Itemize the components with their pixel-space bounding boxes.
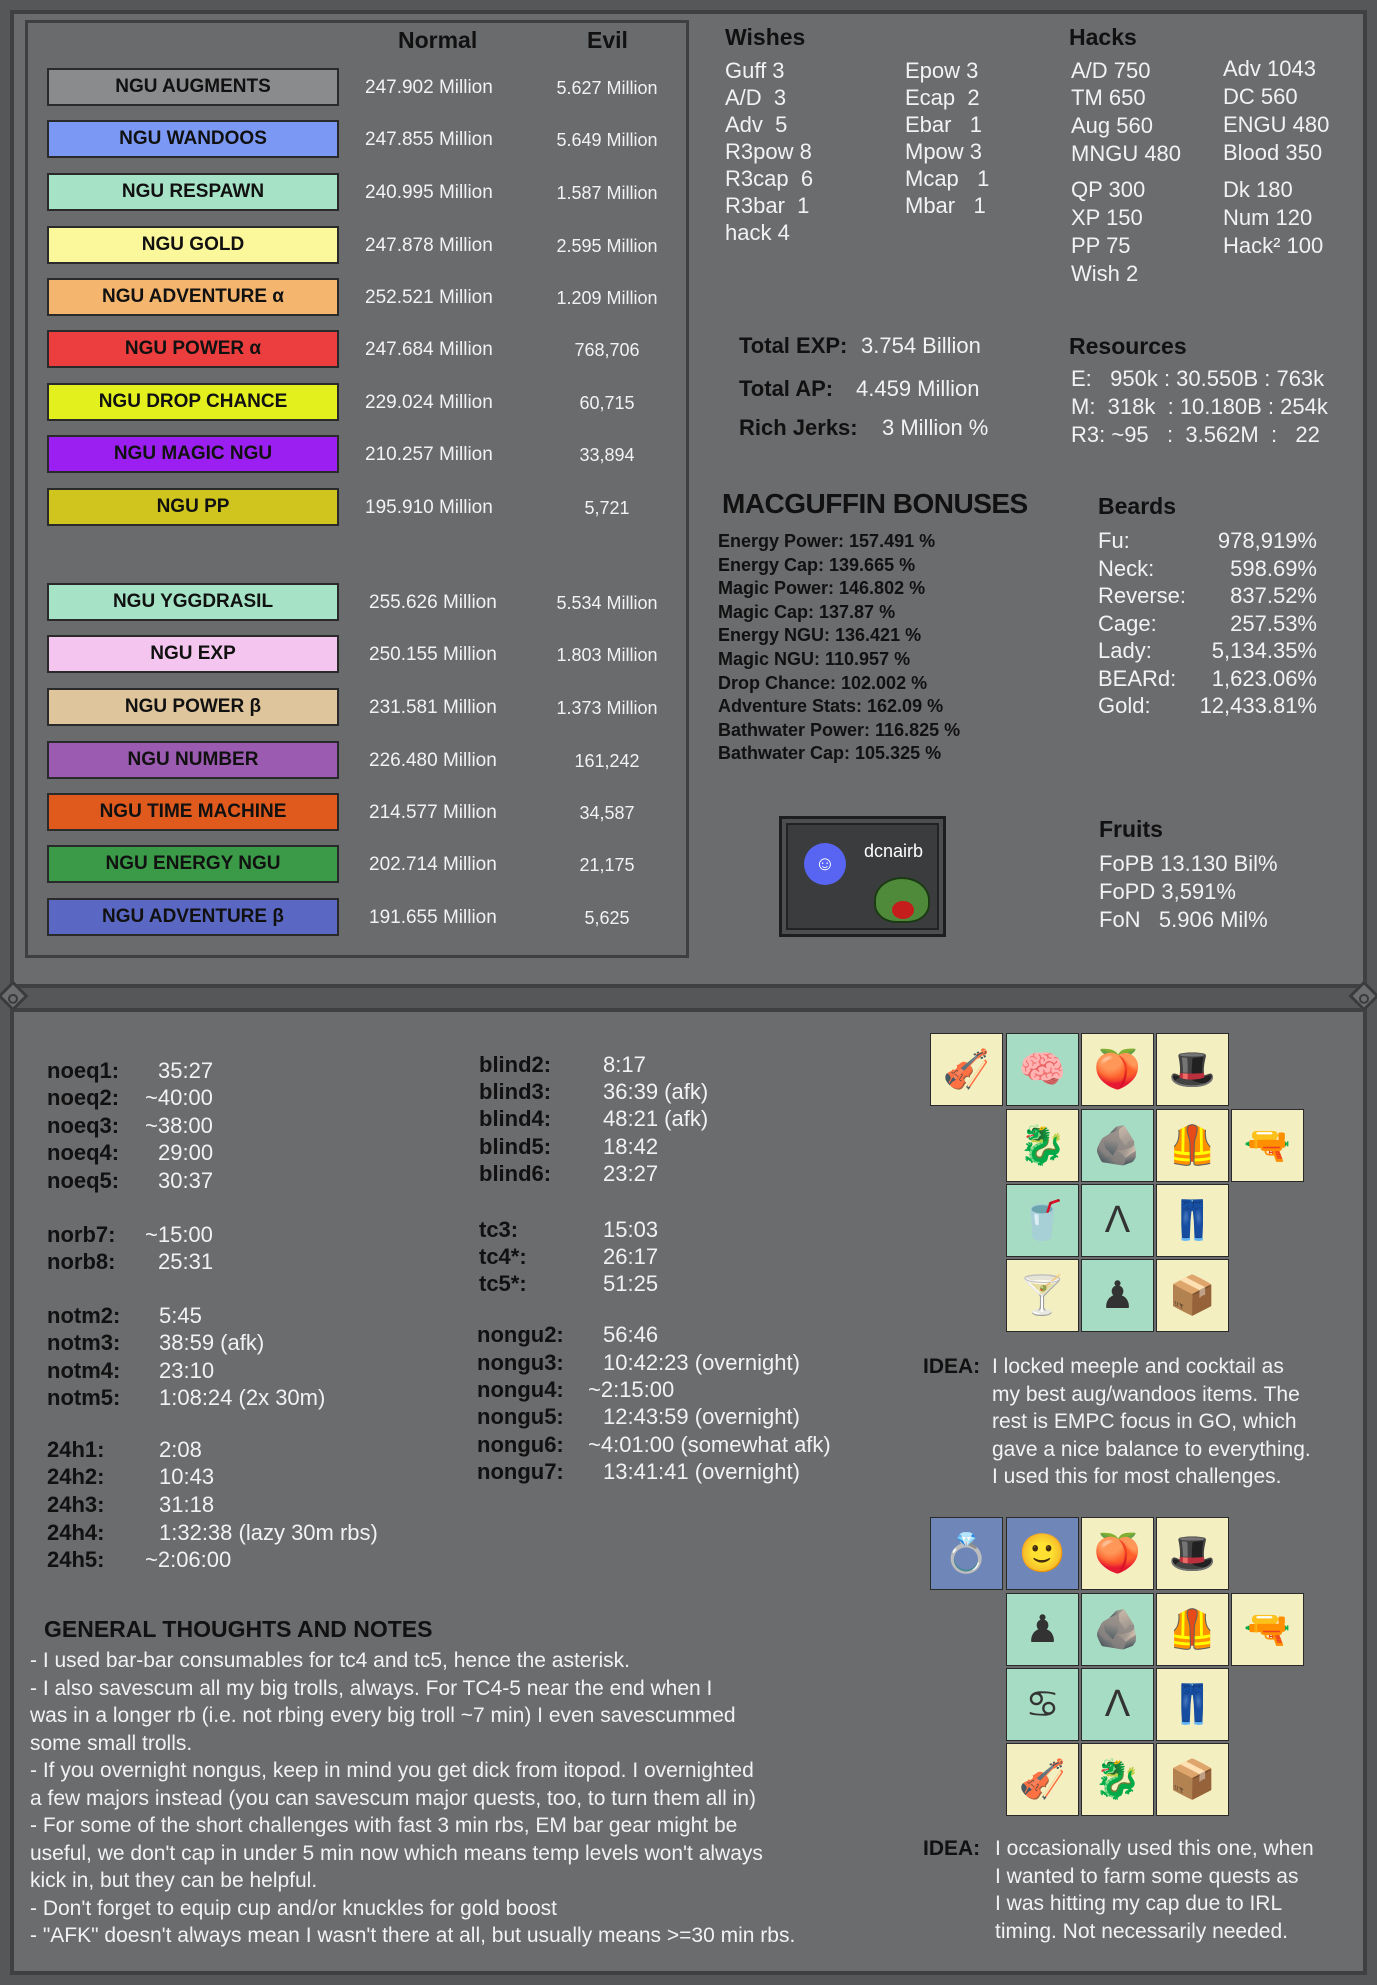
time-key: nongu4: — [477, 1377, 564, 1402]
total-exp-label: Total EXP: — [739, 333, 848, 358]
idea-2-label-text: IDEA: — [923, 1837, 981, 1860]
sixty-nine-icon: ♋ — [1006, 1668, 1079, 1741]
time-key: noeq3: — [47, 1113, 120, 1138]
beard-value: 837.52% — [1230, 583, 1317, 608]
macguffin-line: Bathwater Cap: 105.325 % — [718, 743, 942, 764]
macguffin-line: Energy Power: 157.491 % — [718, 531, 936, 551]
time-key: blind4: — [479, 1106, 552, 1131]
ngu-label: NGU RESPAWN — [47, 173, 339, 211]
time-value: 1:08:24 (2x 30m) — [159, 1385, 326, 1410]
time-value: 1:32:38 (lazy 30m rbs) — [159, 1520, 378, 1545]
discord-badge — [779, 816, 946, 937]
time-value: 12:43:59 (overnight) — [603, 1404, 800, 1429]
beards-title: Beards — [1098, 493, 1176, 519]
time-value: 10:43 — [159, 1464, 215, 1489]
pants-icon: 👖 — [1156, 1668, 1229, 1741]
vest-icon: 🦺 — [1156, 1109, 1229, 1182]
time-value: 2:08 — [159, 1437, 202, 1462]
hack-entry: Adv 1043 — [1223, 56, 1316, 81]
ngu-evil-value: 161,242 — [574, 751, 640, 771]
ngu-normal-value: 255.626 Million — [369, 592, 497, 613]
idea-line: rest is EMPC focus in GO, which — [992, 1410, 1297, 1433]
time-key: nongu5: — [477, 1404, 564, 1429]
macguffin-line: Energy Cap: 139.665 % — [718, 554, 916, 575]
beard-name: Reverse: — [1098, 583, 1187, 608]
rock-icon: 🪨 — [1081, 1593, 1154, 1666]
ngu-evil-value: 5,721 — [584, 498, 630, 518]
cocktail-icon: 🍸 — [1006, 1259, 1079, 1332]
idea-line: I locked meeple and cocktail as — [992, 1355, 1284, 1378]
ngu-label: NGU AUGMENTS — [47, 68, 339, 106]
time-key: blind6: — [479, 1161, 552, 1186]
time-value: 51:25 — [603, 1271, 659, 1296]
time-key: blind3: — [479, 1079, 552, 1104]
time-key: nongu2: — [477, 1322, 564, 1347]
ngu-normal-value: 214.577 Million — [369, 802, 497, 823]
beard-value: 257.53% — [1230, 610, 1317, 636]
note-line: - If you overnight nongus, keep in mind you get dick from itopod. I overnighted — [30, 1759, 754, 1782]
ngu-normal-value: 247.902 Million — [365, 77, 493, 98]
idea-line: my best aug/wandoos items. The — [992, 1382, 1300, 1406]
hat-icon: 🎩 — [1156, 1517, 1229, 1590]
ngu-normal-value: 195.910 Million — [365, 497, 493, 518]
tommy-gun-icon: 🔫 — [1231, 1109, 1304, 1182]
time-key: 24h5: — [47, 1547, 105, 1572]
ngu-row — [47, 120, 1047, 158]
note-line: - I used bar-bar consumables for tc4 and tc5, hence the asterisk. — [30, 1649, 630, 1672]
time-value: 56:46 — [603, 1322, 659, 1347]
wish-entry: Ecap 2 — [905, 85, 980, 110]
total-exp-value: 3.754 Billion — [861, 333, 981, 358]
note-line: - I also savescum all my big trolls, always. For TC4-5 near the end when I — [30, 1676, 713, 1700]
ngu-label: NGU WANDOOS — [47, 120, 339, 158]
macguffin-line: Energy NGU: 136.421 % — [718, 625, 922, 646]
note-line: useful, we don't cap in under 5 min now which means temp levels won't always — [30, 1841, 763, 1865]
ngu-normal-value: 247.855 Million — [365, 129, 493, 150]
ngu-evil-value: 5,625 — [584, 908, 630, 928]
rock-icon: 🪨 — [1081, 1109, 1154, 1182]
ngu-row — [47, 173, 1047, 211]
time-value: ~2:06:00 — [145, 1547, 232, 1572]
note-line: - For some of the short challenges with fast 3 min rbs, EM bar gear might be — [30, 1814, 738, 1837]
time-value: 35:27 — [158, 1058, 214, 1083]
tentacle-icon: 🐉 — [1006, 1109, 1079, 1182]
time-value: ~15:00 — [145, 1222, 213, 1247]
time-key: 24h4: — [47, 1520, 105, 1545]
fruits-title: Fruits — [1099, 816, 1163, 842]
time-key: blind2: — [479, 1052, 552, 1077]
resources-title: Resources — [1069, 333, 1187, 359]
ngu-evil-value: 768,706 — [574, 340, 640, 360]
ngu-evil-value: 5.649 Million — [556, 130, 658, 150]
butt-icon: 🍑 — [1081, 1033, 1154, 1106]
violin-icon: 🎻 — [930, 1033, 1003, 1106]
brain-icon: 🧠 — [1006, 1033, 1079, 1106]
idea-line: I was hitting my cap due to IRL — [995, 1892, 1283, 1915]
resource-line: R3: ~95 : 3.562M : 22 — [1071, 422, 1320, 447]
beard-value: 598.69% — [1230, 555, 1317, 581]
time-key: nongu7: — [477, 1459, 564, 1484]
ngu-evil-value: 1.803 Million — [556, 645, 658, 665]
hack-entry: Dk 180 — [1223, 177, 1293, 202]
tommy-gun-icon: 🔫 — [1231, 1593, 1304, 1666]
wish-entry: hack 4 — [725, 220, 790, 245]
ngu-label: NGU MAGIC NGU — [47, 435, 339, 473]
ngu-label: NGU POWER β — [47, 688, 339, 726]
notes-title: GENERAL THOUGHTS AND NOTES — [44, 1616, 433, 1642]
ngu-label: NGU POWER α — [47, 330, 339, 368]
ngu-label: NGU ADVENTURE α — [47, 278, 339, 316]
ngu-normal-value: 202.714 Million — [369, 854, 497, 875]
time-value: 38:59 (afk) — [159, 1330, 265, 1355]
ngu-normal-value: 252.521 Million — [365, 287, 493, 308]
time-key: noeq1: — [47, 1058, 120, 1083]
time-value: 29:00 — [158, 1140, 214, 1165]
time-key: blind5: — [479, 1134, 552, 1159]
ngu-label: NGU DROP CHANCE — [47, 383, 339, 421]
ngu-normal-value: 226.480 Million — [369, 750, 497, 771]
hack-entry: QP 300 — [1071, 177, 1146, 202]
ngu-label: NGU GOLD — [47, 226, 339, 264]
resource-line: M: 318k : 10.180B : 254k — [1071, 394, 1328, 419]
time-value: 30:37 — [158, 1168, 214, 1193]
ngu-normal-value: 231.581 Million — [369, 697, 497, 718]
macguffin-line: Magic Power: 146.802 % — [718, 578, 926, 599]
hack-entry: Blood 350 — [1223, 140, 1323, 165]
ngu-label: NGU YGGDRASIL — [47, 583, 339, 621]
ngu-evil-value: 2.595 Million — [556, 236, 658, 256]
beard-value: 1,623.06% — [1211, 665, 1317, 691]
macguffin-line: Bathwater Power: 116.825 % — [718, 719, 961, 740]
wish-entry: Epow 3 — [905, 58, 979, 83]
note-line: kick in, but they can be helpful. — [30, 1869, 318, 1892]
violin-icon: 🎻 — [1006, 1743, 1079, 1816]
resource-line: E: 950k : 30.550B : 763k — [1071, 366, 1325, 391]
time-key: norb8: — [47, 1249, 116, 1274]
ngu-normal-value: 191.655 Million — [369, 907, 497, 928]
time-key: tc5*: — [479, 1271, 527, 1296]
ngu-evil-value: 1.373 Million — [556, 698, 658, 718]
hack-entry: Wish 2 — [1071, 261, 1139, 286]
fruit-line: FoPD 3,591% — [1099, 879, 1236, 904]
time-value: 13:41:41 (overnight) — [603, 1459, 800, 1484]
time-value: 36:39 (afk) — [603, 1079, 709, 1104]
wish-entry: Ebar 1 — [905, 112, 983, 137]
idea-line: I occasionally used this one, when — [995, 1837, 1314, 1860]
time-value: 48:21 (afk) — [603, 1106, 709, 1131]
beard-name: Fu: — [1098, 528, 1130, 553]
time-key: notm2: — [47, 1303, 121, 1328]
ngu-row — [47, 68, 1047, 106]
time-key: tc3: — [479, 1217, 519, 1242]
face-icon: 🙂 — [1006, 1517, 1079, 1590]
time-value: 31:18 — [159, 1492, 215, 1517]
beard-value: 5,134.35% — [1211, 638, 1317, 663]
macguffin-line: Magic Cap: 137.87 % — [718, 601, 896, 622]
time-key: nongu3: — [477, 1350, 564, 1375]
beard-name: Gold: — [1098, 693, 1151, 718]
wish-entry: Mpow 3 — [905, 139, 983, 164]
time-key: nongu6: — [477, 1432, 564, 1457]
evil-column-header: Evil — [587, 27, 628, 53]
ngu-evil-value: 33,894 — [579, 445, 635, 465]
discord-username: dcnairb — [864, 841, 924, 861]
hack-entry: DC 560 — [1223, 84, 1298, 109]
pants-icon: 👖 — [1156, 1184, 1229, 1257]
wishes-title: Wishes — [725, 24, 806, 50]
time-value: 26:17 — [603, 1244, 659, 1269]
macguffin-line: Drop Chance: 102.002 % — [718, 672, 928, 693]
time-value: 15:03 — [603, 1217, 659, 1242]
wish-entry: Mcap 1 — [905, 166, 990, 191]
ngu-evil-value: 1.587 Million — [556, 183, 658, 203]
ngu-label: NGU NUMBER — [47, 741, 339, 779]
note-line: was in a longer rb (i.e. not rbing every big troll ~7 min) I even savescummed — [30, 1704, 736, 1727]
box-icon: 📦 — [1156, 1743, 1229, 1816]
idea-line: gave a nice balance to everything. — [992, 1437, 1311, 1461]
ngu-normal-value: 247.878 Million — [365, 235, 493, 256]
tentacle-icon: 🐉 — [1081, 1743, 1154, 1816]
discord-logo-icon: ☺ — [804, 843, 846, 885]
ngu-evil-value: 60,715 — [579, 393, 635, 413]
ngu-evil-value: 21,175 — [579, 855, 635, 875]
time-value: 10:42:23 (overnight) — [603, 1350, 800, 1375]
macguffin-line: Magic NGU: 110.957 % — [718, 649, 911, 669]
idea-line: I wanted to farm some quests as — [995, 1864, 1299, 1888]
wish-entry: R3bar 1 — [725, 193, 810, 218]
meeple-icon: ♟ — [1081, 1259, 1154, 1332]
time-value: 18:42 — [603, 1134, 659, 1159]
beard-value: 978,919% — [1217, 528, 1317, 553]
wish-entry: A/D 3 — [725, 85, 787, 110]
hack-entry: PP 75 — [1071, 233, 1131, 258]
ngu-normal-value: 240.995 Million — [365, 182, 493, 203]
hack-entry: A/D 750 — [1071, 58, 1151, 83]
note-line: - "AFK" doesn't always mean I wasn't there at all, but usually means >=30 min rbs. — [30, 1924, 796, 1947]
ngu-evil-value: 34,587 — [579, 803, 635, 823]
normal-column-header: Normal — [398, 27, 478, 53]
hack-entry: TM 650 — [1071, 85, 1146, 110]
time-value: 23:27 — [603, 1161, 659, 1186]
ngu-label: NGU TIME MACHINE — [47, 793, 339, 831]
beard-name: Lady: — [1098, 638, 1152, 663]
ngu-row — [47, 226, 1047, 264]
total-ap-label: Total AP: — [739, 376, 834, 401]
hack-entry: MNGU 480 — [1071, 141, 1182, 166]
ngu-label: NGU ADVENTURE β — [47, 898, 339, 936]
macguffin-title: MACGUFFIN BONUSES — [722, 488, 1028, 519]
note-line: a few majors instead (you can savescum major quests, too, to turn them all in) — [30, 1786, 756, 1810]
wish-entry: Adv 5 — [725, 112, 788, 137]
ngu-label: NGU ENERGY NGU — [47, 845, 339, 883]
rich-jerks-value: 3 Million % — [882, 415, 989, 440]
time-value: 23:10 — [159, 1358, 215, 1383]
wish-entry: Guff 3 — [725, 58, 785, 83]
rich-jerks-label: Rich Jerks: — [739, 415, 858, 440]
ngu-evil-value: 5.534 Million — [556, 593, 658, 613]
hack-entry: Aug 560 — [1071, 113, 1153, 138]
fruit-line: FoPB 13.130 Bil% — [1099, 851, 1278, 876]
time-key: notm4: — [47, 1358, 121, 1383]
red-cup-icon: 🥤 — [1006, 1184, 1079, 1257]
time-key: 24h3: — [47, 1492, 105, 1517]
ngu-label: NGU EXP — [47, 635, 339, 673]
wish-entry: R3cap 6 — [725, 166, 814, 191]
time-key: 24h1: — [47, 1437, 105, 1462]
time-key: tc4*: — [479, 1244, 527, 1269]
hack-entry: XP 150 — [1071, 205, 1143, 230]
hat-icon: 🎩 — [1156, 1033, 1229, 1106]
time-value: ~2:15:00 — [588, 1377, 675, 1402]
macguffin-line: Adventure Stats: 162.09 % — [718, 696, 944, 717]
ngu-normal-value: 210.257 Million — [365, 444, 493, 465]
time-value: ~40:00 — [145, 1085, 213, 1110]
hacks-title: Hacks — [1069, 24, 1137, 50]
time-value: ~4:01:00 (somewhat afk) — [588, 1432, 831, 1457]
compass-legs-icon: Λ — [1081, 1668, 1154, 1741]
hack-entry: Num 120 — [1223, 205, 1313, 230]
beard-value: 12,433.81% — [1199, 693, 1317, 718]
ngu-evil-value: 5.627 Million — [556, 78, 658, 98]
idea-1-label-text: IDEA: — [923, 1355, 981, 1378]
time-key: 24h2: — [47, 1464, 105, 1489]
time-key: norb7: — [47, 1222, 116, 1247]
time-key: notm5: — [47, 1385, 121, 1410]
ngu-row — [47, 278, 1047, 316]
beard-name: Cage: — [1098, 610, 1157, 636]
hack-entry: ENGU 480 — [1223, 112, 1330, 137]
wish-entry: R3pow 8 — [725, 139, 812, 164]
time-value: 25:31 — [158, 1249, 214, 1274]
idea-line: I used this for most challenges. — [992, 1465, 1282, 1488]
time-key: notm3: — [47, 1330, 121, 1355]
ngu-normal-value: 247.684 Million — [365, 339, 493, 360]
total-ap-value: 4.459 Million — [856, 376, 980, 401]
hack-entry: Hack² 100 — [1223, 233, 1324, 258]
ngu-normal-value: 229.024 Million — [365, 392, 493, 413]
vest-icon: 🦺 — [1156, 1593, 1229, 1666]
time-value: 5:45 — [159, 1303, 202, 1328]
note-line: - Don't forget to equip cup and/or knuckles for gold boost — [30, 1896, 557, 1920]
ngu-label: NGU PP — [47, 488, 339, 526]
time-value: 8:17 — [603, 1052, 646, 1077]
time-key: noeq5: — [47, 1168, 120, 1193]
wish-entry: Mbar 1 — [905, 193, 986, 218]
ring-icon: 💍 — [930, 1517, 1003, 1590]
box-icon: 📦 — [1156, 1259, 1229, 1332]
compass-legs-icon: Λ — [1081, 1184, 1154, 1257]
note-line: some small trolls. — [30, 1731, 193, 1755]
idea-line: timing. Not necessarily needed. — [995, 1919, 1288, 1943]
time-value: ~38:00 — [145, 1113, 213, 1138]
ngu-evil-value: 1.209 Million — [556, 288, 658, 308]
beard-name: BEARd: — [1098, 665, 1177, 691]
butt-icon: 🍑 — [1081, 1517, 1154, 1590]
meeple-icon: ♟ — [1006, 1593, 1079, 1666]
beard-name: Neck: — [1098, 555, 1155, 581]
time-key: noeq2: — [47, 1085, 120, 1110]
time-key: noeq4: — [47, 1140, 120, 1165]
ngu-normal-value: 250.155 Million — [369, 644, 497, 665]
fruit-line: FoN 5.906 Mil% — [1099, 907, 1268, 932]
frog-avatar-icon — [874, 877, 930, 923]
